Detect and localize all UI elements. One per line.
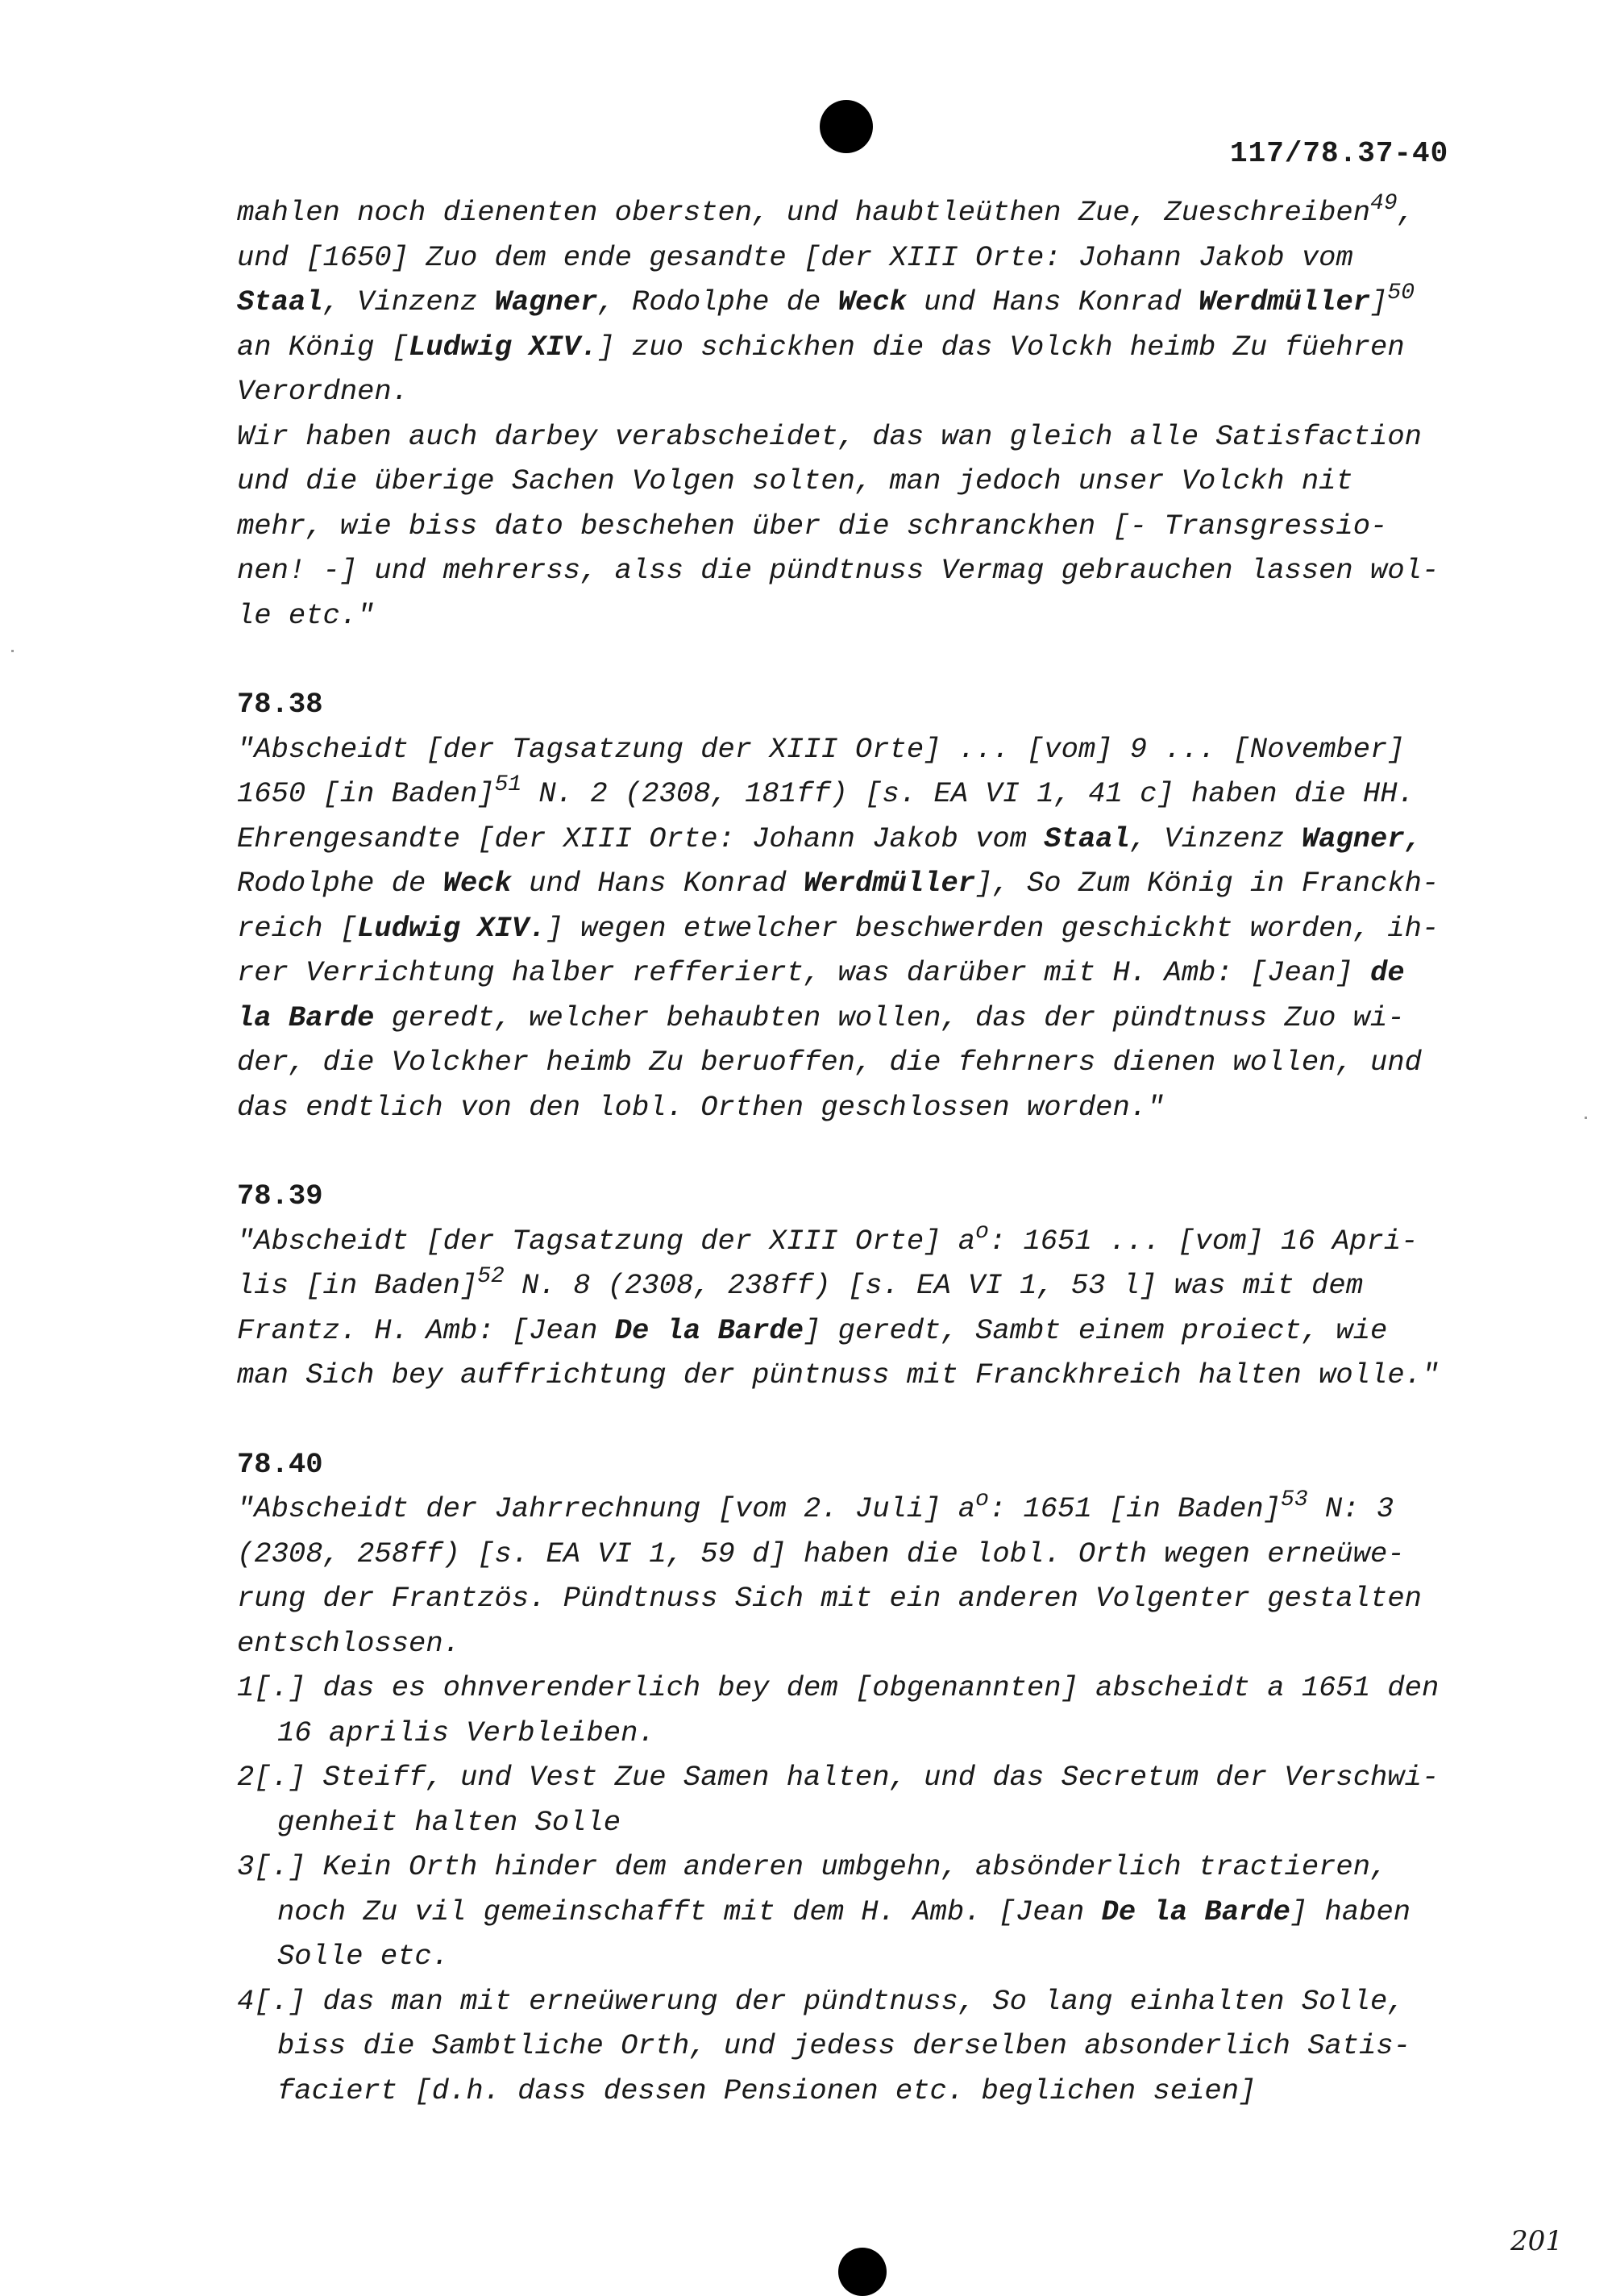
handwritten-page-number: 201 bbox=[1510, 2225, 1563, 2257]
list-item-continuation: noch Zu vil gemeinschafft mit dem H. Amb. [Jean De la Barde] haben bbox=[277, 1895, 1411, 1928]
list-item-continuation: Solle etc. bbox=[277, 1940, 450, 1973]
text-line: Verordnen. bbox=[237, 375, 409, 408]
ordinal-superscript: o bbox=[975, 1487, 989, 1512]
text-line: an König [Ludwig XIV.] zuo schickhen die das Volckh heimb Zu füehren bbox=[237, 330, 1405, 364]
text-line: rung der Frantzös. Pündtnuss Sich mit ein anderen Volgenter gestalten bbox=[237, 1582, 1422, 1615]
list-item-continuation: genheit halten Solle bbox=[277, 1805, 621, 1839]
text-line: (2308, 258ff) [s. EA VI 1, 59 d] haben die lobl. Orth wegen erneüwe- bbox=[237, 1537, 1405, 1570]
text-line: lis [in Baden]$^{52}$ N. 8 (2308, 238ff) [s. EA VI 1, 53 l] was mit dem bbox=[237, 1264, 1364, 1302]
text-line: rer Verrichtung halber refferiert, was darüber mit H. Amb: [Jean] de bbox=[237, 956, 1405, 989]
text-line: das endtlich von den lobl. Orthen geschlossen worden." bbox=[237, 1090, 1165, 1124]
list-item-continuation: 16 aprilis Verbleiben. bbox=[277, 1716, 655, 1749]
list-item-continuation: biss die Sambtliche Orth, und jedess derselben absonderlich Satis- bbox=[277, 2029, 1411, 2062]
text-line: le etc." bbox=[237, 598, 375, 632]
document-body bbox=[237, 190, 1494, 2113]
footnote-ref-50: 50 bbox=[1387, 281, 1415, 306]
text-line: "Abscheidt [der Tagsatzung der XIII Orte] $a^o$: 1651 ... [vom] 16 Apri- bbox=[237, 1219, 1419, 1258]
list-item: 1[.] das es ohnverenderlich bey dem [obgenannten] abscheidt a 1651 den bbox=[237, 1671, 1440, 1704]
page-reference: 117/78.37-40 bbox=[1230, 137, 1449, 170]
punch-hole-top bbox=[820, 100, 873, 153]
text-line: und die überige Sachen Volgen solten, man jedoch unser Volckh nit bbox=[237, 464, 1353, 497]
text-line: nen! -] und mehrerss, alss die pündtnuss Vermag gebrauchen lassen wol- bbox=[237, 554, 1440, 587]
footnote-ref-49: 49 bbox=[1370, 191, 1398, 216]
footnote-ref-51: 51 bbox=[494, 772, 522, 797]
text-line: Staal, Vinzenz Wagner, Rodolphe de Weck und Hans Konrad Werdmüller]$^{50}$ bbox=[237, 281, 1415, 318]
text-line: "Abscheidt [der Tagsatzung der XIII Orte] ... [vom] 9 ... [November] bbox=[237, 732, 1405, 766]
list-item: 2[.] Steiff, und Vest Zue Samen halten, und das Secretum der Verschwi- bbox=[237, 1761, 1440, 1794]
text-line: Rodolphe de Weck und Hans Konrad Werdmüller], So Zum König in Franckh- bbox=[237, 867, 1440, 900]
text-line: und [1650] Zuo dem ende gesandte [der XIII Orte: Johann Jakob vom bbox=[237, 240, 1353, 274]
footnote-ref-53: 53 bbox=[1281, 1487, 1308, 1512]
text-line: mehr, wie biss dato beschehen über die schranckhen [- Transgressio- bbox=[237, 509, 1388, 543]
list-item: 3[.] Kein Orth hinder dem anderen umbgehn, absönderlich tractieren, bbox=[237, 1850, 1388, 1883]
text-line: der, die Volckher heimb Zu beruoffen, die fehrners dienen wollen, und bbox=[237, 1046, 1422, 1079]
scan-speck bbox=[11, 650, 14, 652]
ordinal-superscript: o bbox=[975, 1219, 989, 1245]
footnote-ref-52: 52 bbox=[477, 1264, 505, 1289]
text-line: Frantz. H. Amb: [Jean De la Barde] geredt, Sambt einem proiect, wie bbox=[237, 1313, 1388, 1347]
text-line: Ehrengesandte [der XIII Orte: Johann Jakob vom Staal, Vinzenz Wagner, bbox=[237, 821, 1422, 855]
scan-speck bbox=[1585, 1117, 1587, 1119]
text-line: la Barde geredt, welcher behaubten wollen, das der pündtnuss Zuo wi- bbox=[237, 1000, 1405, 1034]
punch-hole-bottom bbox=[838, 2248, 887, 2296]
text-line: Wir haben auch darbey verabscheidet, das wan gleich alle Satisfaction bbox=[237, 419, 1422, 453]
text-line: "Abscheidt der Jahrrechnung [vom 2. Juli] $a^o$: 1651 [in Baden]$^{53}$ N: 3 bbox=[237, 1487, 1394, 1525]
list-item-continuation: faciert [d.h. dass dessen Pensionen etc. beglichen seien] bbox=[277, 2073, 1257, 2107]
numbered-list bbox=[237, 1666, 1494, 2113]
entry-heading-78-39: 78.39 bbox=[237, 1179, 323, 1212]
text-line: 1650 [in Baden]$^{51}$ N. 2 (2308, 181ff) [s. EA VI 1, 41 c] haben die HH. bbox=[237, 772, 1415, 810]
text-line: entschlossen. bbox=[237, 1626, 460, 1660]
entry-heading-78-40: 78.40 bbox=[237, 1447, 323, 1481]
list-item: 4[.] das man mit erneüwerung der pündtnuss, So lang einhalten Solle, bbox=[237, 1984, 1405, 2018]
entry-heading-78-38: 78.38 bbox=[237, 688, 323, 721]
text-line: reich [Ludwig XIV.] wegen etwelcher beschwerden geschickht worden, ih- bbox=[237, 911, 1440, 945]
text-line: man Sich bey auffrichtung der püntnuss mit Franckhreich halten wolle." bbox=[237, 1358, 1440, 1391]
text-line: mahlen noch dienenten obersten, und haubtleüthen Zue, Zueschreiben$^{49}$, bbox=[237, 191, 1415, 229]
